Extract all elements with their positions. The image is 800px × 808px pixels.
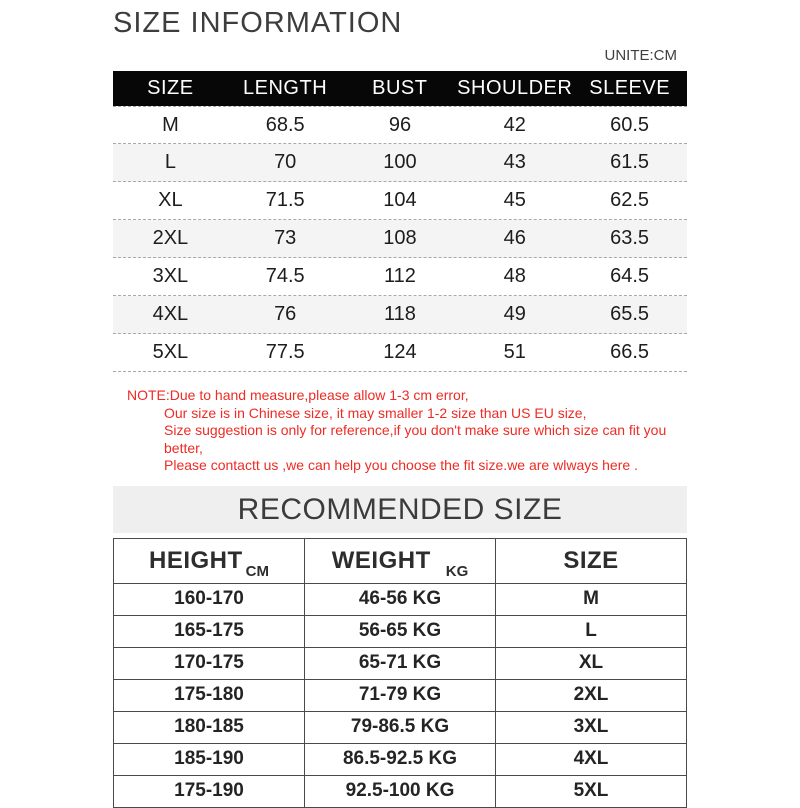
recommended-table-cell: 5XL [496,775,687,807]
recommended-table-cell: XL [496,647,687,679]
recommended-size-table [113,538,687,808]
size-table-header-cell: BUST [372,77,428,99]
size-table-cell: 48 [503,265,526,287]
recommended-header-cell [496,538,687,583]
recommended-table-cell: 165-175 [114,615,305,647]
size-table-cell: 71.5 [265,189,305,211]
size-table-cell: 96 [388,113,412,136]
recommended-header-cell [114,538,305,583]
recommended-header-label: WEIGHT [331,546,431,574]
size-table-header-row [113,71,687,106]
size-table-header-cell: SIZE [147,77,194,99]
recommended-table-cell: 185-190 [114,743,305,775]
recommended-size-heading: RECOMMENDED SIZE [113,486,687,533]
size-table-cell: 63.5 [610,227,650,249]
size-table-cell: 124 [383,341,417,363]
size-table-cell: 60.5 [610,113,650,136]
note-line [127,457,687,475]
recommended-header-unit: CM [245,562,269,580]
recommended-table-cell: 4XL [496,743,687,775]
note-line [127,405,687,423]
size-table-cell: 74.5 [265,265,305,287]
size-table-row [113,106,687,144]
note-text: Due to hand measure,please allow 1-3 cm error, [169,387,469,403]
note-line [127,422,687,457]
page-title: SIZE INFORMATION [113,7,403,39]
size-table-cell: 76 [274,303,297,325]
recommended-header-cell [305,538,496,583]
recommended-table-cell: 2XL [496,679,687,711]
size-table-cell: 68.5 [265,113,305,136]
recommended-table-cell: 86.5-92.5 KG [305,743,496,775]
size-table-cell: 73 [274,227,297,249]
recommended-table-body [114,583,687,807]
recommended-table-row [114,583,687,615]
size-table-cell: 112 [384,265,416,287]
recommended-header-label: SIZE [563,546,619,574]
size-table-cell: 108 [383,227,417,249]
recommended-table-cell: 65-71 KG [305,647,496,679]
recommended-table-cell: 46-56 KG [305,583,496,615]
note-text: Size suggestion is only for reference,if you don't make sure which size can fit you better, [164,422,667,456]
recommended-table-cell: 180-185 [114,711,305,743]
size-table-cell: 65.5 [610,303,650,325]
recommended-table-row [114,743,687,775]
recommended-table-row [114,775,687,807]
size-table-row [113,220,687,258]
size-table-cell: 62.5 [610,189,650,211]
note-text: Please contactt us ,we can help you choose the fit size.we are wlways here . [164,457,638,473]
size-table-cell: 77.5 [265,341,305,363]
size-table-row [113,296,687,334]
size-table-cell: 104 [383,189,417,211]
recommended-table-cell: 170-175 [114,647,305,679]
size-table-header-cell: LENGTH [243,77,328,99]
size-table-cell: M [162,113,179,136]
recommended-table-row [114,615,687,647]
recommended-header-unit: KG [445,562,469,580]
size-table-row [113,144,687,182]
recommended-table-cell: M [496,583,687,615]
size-table-header-cell: SHOULDER [457,77,573,99]
recommended-table-cell: 56-65 KG [305,615,496,647]
size-table-cell: 5XL [152,341,189,363]
size-chart-sheet [113,0,687,808]
recommended-table-cell: 79-86.5 KG [305,711,496,743]
size-table-row [113,334,687,372]
recommended-header-label: HEIGHT [149,546,243,574]
recommended-table-cell: 175-180 [114,679,305,711]
recommended-table-cell: 71-79 KG [305,679,496,711]
note-text: Our size is in Chinese size, it may smaller 1-2 size than US EU size, [164,404,587,421]
size-table-body [113,106,687,372]
note-block [113,387,687,475]
recommended-table-cell: 175-190 [114,775,305,807]
size-table-cell: 45 [503,189,526,211]
recommended-header-row [114,538,687,583]
unit-label: UNITE:CM [604,47,677,64]
size-table-cell: 4XL [152,303,189,325]
recommended-table-cell: 92.5-100 KG [305,775,496,807]
size-table-cell: L [164,151,176,173]
recommended-table-cell: 3XL [496,711,687,743]
recommended-table-row [114,711,687,743]
size-table-cell: 49 [503,303,526,325]
size-table-cell: 46 [503,227,526,249]
size-table-cell: XL [158,189,183,211]
size-table-row [113,182,687,220]
size-table-cell: 61.5 [610,151,650,173]
recommended-table-row [114,647,687,679]
size-table-cell: 118 [384,303,416,325]
size-table-cell: 100 [383,151,417,173]
note-prefix: NOTE: [127,387,170,403]
size-table-header-cell: SLEEVE [589,77,671,99]
size-table-cell: 2XL [152,227,189,249]
recommended-table-row [114,679,687,711]
size-table-cell: 64.5 [610,265,650,287]
size-table-row [113,258,687,296]
size-table-cell: 42 [503,113,526,136]
size-table [113,71,687,372]
size-table-cell: 70 [274,151,297,173]
recommended-table-cell: 160-170 [114,583,305,615]
recommended-table-cell: L [496,615,687,647]
note-line [127,387,687,405]
size-table-cell: 66.5 [610,341,650,363]
size-table-cell: 3XL [152,265,189,287]
size-table-cell: 51 [503,341,526,363]
size-table-cell: 43 [503,151,526,173]
